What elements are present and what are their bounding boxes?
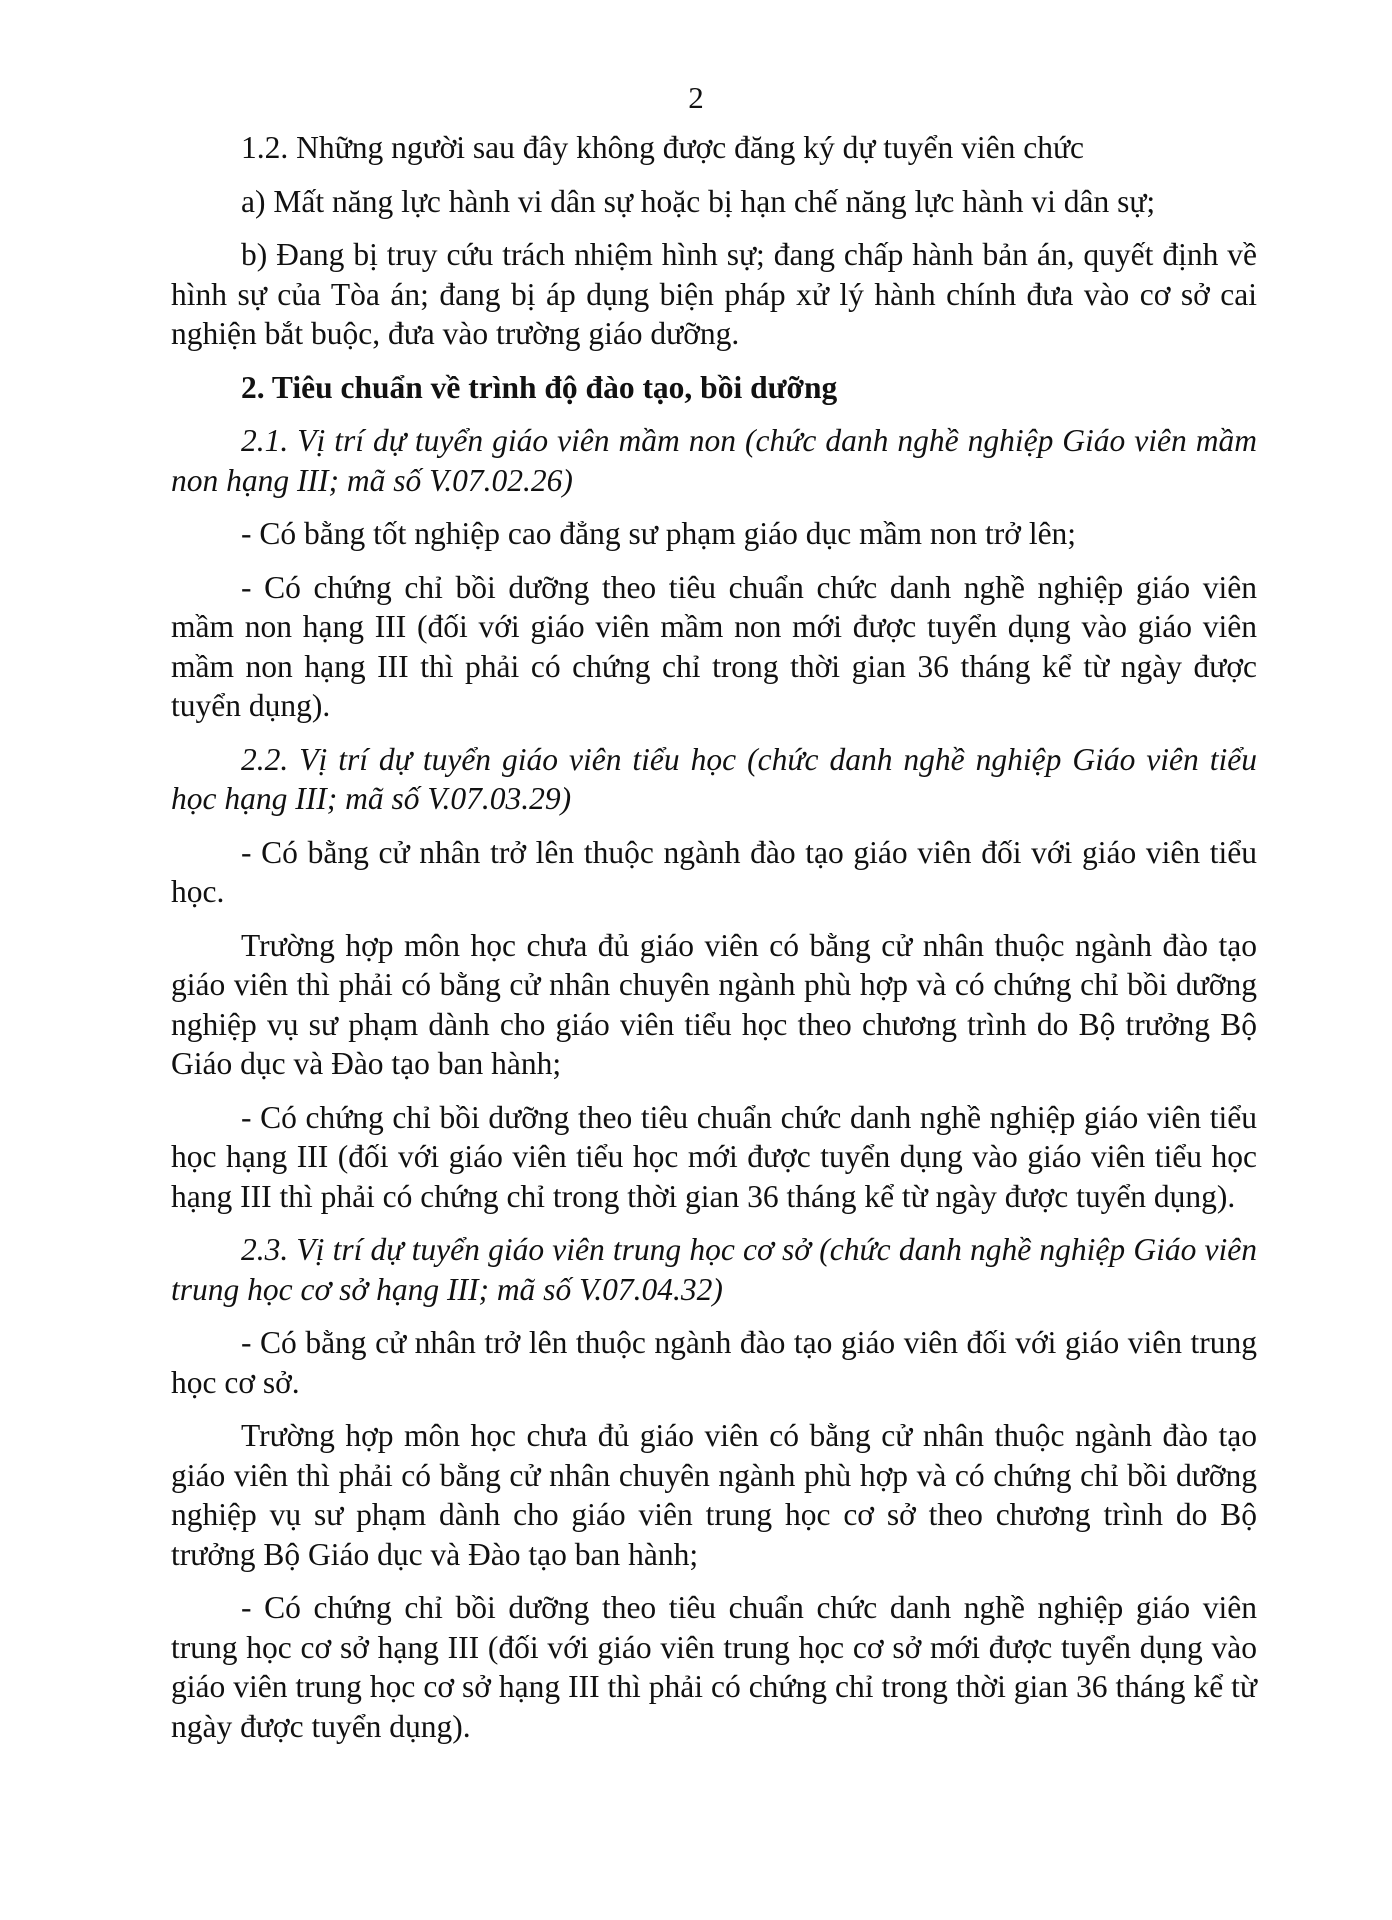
paragraph-1-2-a: a) Mất năng lực hành vi dân sự hoặc bị hạn chế năng lực hành vi dân sự;	[241, 183, 1156, 219]
paragraph-2-1-degree: - Có bằng tốt nghiệp cao đẳng sư phạm giáo dục mầm non trở lên;	[241, 516, 1077, 551]
paragraph-1-2-b: b) Đang bị truy cứu trách nhiệm hình sự; đang chấp hành bản án, quyết định về hình sự của Tòa án; đang bị áp dụng biện pháp xử lý hành chính đưa vào cơ sở cai nghiện bắt buộc, đưa vào trường giáo dưỡng.	[171, 237, 1257, 351]
paragraph-2-2-certificate: - Có chứng chỉ bồi dưỡng theo tiêu chuẩn chức danh nghề nghiệp giáo viên tiểu học hạng III (đối với giáo viên tiểu học mới được tuyển dụng vào giáo viên tiểu học hạng III thì phải có chứng chỉ trong thời gian 36 tháng kể từ ngày được tuyển dụng).	[171, 1099, 1257, 1214]
paragraph-2-1-certificate: - Có chứng chỉ bồi dưỡng theo tiêu chuẩn chức danh nghề nghiệp giáo viên mầm non hạng III (đối với giáo viên mầm non mới được tuyển dụng vào giáo viên mầm non hạng III thì phải có chứng chỉ trong thời gian 36 tháng kể từ ngày được tuyển dụng).	[171, 569, 1257, 723]
paragraph-1-2-intro: 1.2. Những người sau đây không được đăng ký dự tuyển viên chức	[241, 130, 1085, 165]
paragraph-2-2-degree: - Có bằng cử nhân trở lên thuộc ngành đào tạo giáo viên đối với giáo viên tiểu học.	[171, 834, 1257, 909]
paragraph-2-3-exception: Trường hợp môn học chưa đủ giáo viên có bằng cử nhân thuộc ngành đào tạo giáo viên thì phải có bằng cử nhân chuyên ngành phù hợp và có chứng chỉ bồi dưỡng nghiệp vụ sư phạm dành cho giáo viên trung học cơ sở theo chương trình do Bộ trưởng Bộ Giáo dục và Đào tạo ban hành;	[171, 1418, 1257, 1572]
paragraph-2-3-certificate: - Có chứng chỉ bồi dưỡng theo tiêu chuẩn chức danh nghề nghiệp giáo viên trung học cơ sở hạng III (đối với giáo viên trung học cơ sở mới được tuyển dụng vào giáo viên trung học cơ sở hạng III thì phải có chứng chỉ trong thời gian 36 tháng kể từ ngày được tuyển dụng).	[171, 1590, 1257, 1744]
page-number: 2	[688, 80, 704, 115]
subsection-heading-2-3: 2.3. Vị trí dự tuyển giáo viên trung học cơ sở (chức danh nghề nghiệp Giáo viên trung học cơ sở hạng III; mã số V.07.04.32)	[171, 1232, 1257, 1307]
section-heading-2: 2. Tiêu chuẩn về trình độ đào tạo, bồi dưỡng	[241, 369, 838, 405]
subsection-heading-2-2: 2.2. Vị trí dự tuyển giáo viên tiểu học (chức danh nghề nghiệp Giáo viên tiểu học hạng III; mã số V.07.03.29)	[171, 741, 1257, 816]
subsection-heading-2-1: 2.1. Vị trí dự tuyển giáo viên mầm non (chức danh nghề nghiệp Giáo viên mầm non hạng III; mã số V.07.02.26)	[171, 423, 1257, 498]
document-body	[171, 128, 1257, 1760]
paragraph-2-2-exception: Trường hợp môn học chưa đủ giáo viên có bằng cử nhân thuộc ngành đào tạo giáo viên thì phải có bằng cử nhân chuyên ngành phù hợp và có chứng chỉ bồi dưỡng nghiệp vụ sư phạm dành cho giáo viên tiểu học theo chương trình do Bộ trưởng Bộ Giáo dục và Đào tạo ban hành;	[171, 927, 1257, 1081]
paragraph-2-3-degree: - Có bằng cử nhân trở lên thuộc ngành đào tạo giáo viên đối với giáo viên trung học cơ sở.	[171, 1325, 1257, 1400]
